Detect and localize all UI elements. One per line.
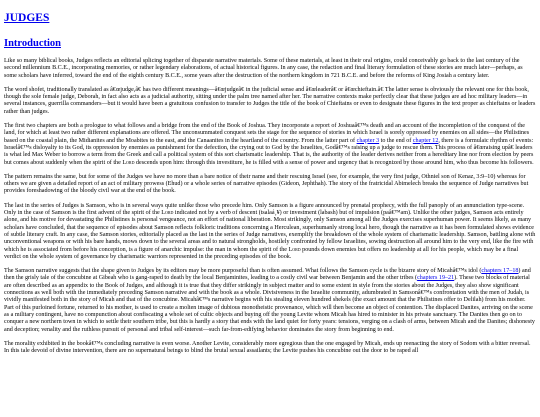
chapters-19-21-link[interactable]: chapters 19–21 bbox=[417, 275, 455, 282]
paragraph-2: The word shofet, traditionally translated as â€œjudge,â€ has two different meanings—â€œjudgeâ€ in the judicial sense and â€œleaderâ€ or â€œchieftain.â€ The latter sense is obviously the relevant one for this book, though the sole female judge, Deborah, in fact also acts as a judicial authority, sitting under the palm tree named after her. The narrative contexts make perfectly clear that these judges are ad hoc military leaders—in several instances, guerrilla commanders—but it would have been a gratuitous confusion to transfer to Judges the title of the book of Chieftains or even to designate these figures in the text proper as chieftains or leaders rather than judges. bbox=[4, 86, 536, 115]
introduction-link[interactable]: Introduction bbox=[4, 38, 61, 49]
lord-smallcaps: Lord bbox=[161, 210, 174, 217]
paragraph-4: The pattern remains the same, but for some of the Judges we have no more than a bare notice of their name and their rescuing Israel (see, for example, the very first judge, Othniel son of Kenaz, 3:9–10) whereas for others we are given a detailed report of an act of military prowess (Ehud) or a whole series of narrative episodes (Gideon, Jephthah). The story of the fratricidal Abimelech breaks the sequence of Judge narratives but provides foreshadowing of the bloody civil war at the end of the book. bbox=[4, 173, 529, 195]
paragraph-7: The morality exhibited in the bookâ€™s concluding narrative is even worse. Another Levite, considerably more egregious than the one engaged by Micah, ends up reenacting the story of Sodom with a bitter reversal. In this tale devoid of divine intervention, there are no supernatural beings to blind the brutal sexual assailants; the Levite pushes his concubine out the door to be raped all bbox=[4, 340, 531, 355]
page-title bbox=[4, 12, 536, 24]
title-link[interactable]: JUDGES bbox=[4, 12, 50, 24]
paragraph-3-text-b: to the end of bbox=[379, 137, 413, 144]
paragraph-3-text-a: The first two chapters are both a prologue to what follows and a bridge from the end of the Book of Joshua. They incorporate a report of Joshuaâ€™s death and an account of the incompletion of the conquest of the land, for which at least two rather different explanations are offered. The unconsummated conquest sets the stage for the sequence of stories in which Israel is sorely oppressed by enemies on all sides—the Philistines based on the coastal plain, the Midianites and the Moabites to the east, and the Canaanites in the heartland of the country. From the latter part of bbox=[4, 123, 530, 144]
paragraph-1: Like so many biblical books, Judges reflects an editorial splicing together of disparate narrative materials. Some of these materials, at least in their oral origins, could conceivably go back to the last century of the second millennium B.C.E., incorporating memories, or rather legendary elaborations, of actual historical figures. In any case, the redaction and final literary formulation of these stories are much later—perhaps, as some scholars have inferred, toward the end of the eighth century B.C.E., some years after the destruction of the northern kingdom in 721 B.C.E. and before the reforms of King Josiah a century later. bbox=[4, 58, 523, 79]
paragraph-5-text-a: The last in the series of Judges is Samson, who is in several ways quite unlike those who precede him. Only Samson is a figure announced by prenatal prophecy, with the full panoply of an annunciation type-scene. Only in the case of Samson is the first advent of the spirit of the bbox=[4, 202, 525, 217]
paragraph-3-text-d: descends upon him: through this investiture, he is filled with a sense of power and urgency that is recognized by those around him, who thus become his followers. bbox=[134, 159, 534, 166]
paragraph-5 bbox=[4, 203, 536, 261]
document-page bbox=[0, 12, 540, 355]
chapter-12-link[interactable]: chapter 12 bbox=[412, 137, 439, 144]
paragraph-3 bbox=[4, 123, 536, 167]
lord-smallcaps: Lord bbox=[122, 159, 135, 166]
paragraph-6-text-a: The Samson narrative suggests that the shape given to Judges by its editors may be more purposeful than is often assumed. What follows the Samson cycle is the bizarre story of Micahâ€™s idol ( bbox=[4, 268, 482, 275]
paragraph-5-text-c: pounds down enemies but offers no leadership at all for his people, which may be a final verdict on the whole system of governance by charismatic warriors represented in the preceding episodes of the book. bbox=[4, 246, 519, 260]
chapter-3-link[interactable]: chapter 3 bbox=[356, 137, 380, 144]
section-heading bbox=[4, 38, 536, 49]
chapters-17-18-link[interactable]: chapters 17–18 bbox=[481, 268, 519, 275]
paragraph-6-text-c: ). These two blocks of material are often described as an appendix to the Book of Judges, and although it is true that they differ strikingly in subject matter and to some extent in style from the stories about the Judges, they also show significant connections as well both with the immediately preceding Samson narrative and with the book as a whole. Divisiveness in the Israelite community, adumbrated in Samsonâ€™s confrontation with the men of Judah, is vividly manifested both in the story of Micah and that of the concubine. Micahâ€™s narrative begins with his stealing eleven hundred shekels (the exact amount that the Philistines offer to Delilah) from his mother. Part of this purloined fortune, returned to his mother, is used to create a molten image of dubious monotheistic provenance, which will then become an object of contention. The displaced Danites, arriving on the scene as a military contingent, have no compunction about confiscating a whole set of cultic objects and buying off the young Levite whom Micah has hired to minister in his private sanctuary. The Danites then go on to conquer a new northern town in which to settle their southern tribe, but this is hardly a story that ends with the land quiet for forty years: tensions, verging on a clash of arms, between Micah and the Danites; dishonesty and deception; venality and the ruthless pursuit of personal and tribal self-interest—such far-from-edifying behavior dominates the story from beginning to end. bbox=[4, 275, 535, 333]
lord-smallcaps: Lord bbox=[288, 246, 301, 253]
paragraph-6 bbox=[4, 268, 536, 334]
paragraph-5-text-b: indicated not by a verb of descent (tsalaá¸¥) or investment (labash) but of impulsion (paâ€™am). Unlike the other judges, Samson acts entirely alone, and his motive for devastating the Philistines is personal vengeance, not an effort of national liberation. Most strikingly, only Samson among all the Judges exercises superhuman power. It seems likely, as many scholars have concluded, that the sequence of episodes about Samson reflects folkloric traditions concerning a Herculean, superhumanly strong local hero, though the narrative as it has been formulated shows evidence of subtle literary craft. In any case, the Samson stories, editorially placed as the last in the series of Judge narratives, exemplify the breakdown of the whole system of charismatic leadership. Samson, battling alone with unconventional weapons or with his bare hands, mows down to the several areas and to natural strongholds, hostilely confronted by fellow Israelites, sowing destruction all around him to the very end, like the fire with which he is associated from before his conception, is a figure of anarchic impulse: the man in whom the spirit of the bbox=[4, 210, 536, 253]
paragraph-6-text-b: ) and then the grisly tale of the concubine at Gibeah who is gang-raped to death by the local Benjaminites, leading to a costly civil war between Benjamin and the other tribes ( bbox=[4, 268, 531, 282]
paragraph-3-text-c: , there is a formulaic rhythm of events: Israelâ€™s disloyalty to its God, its oppression by enemies as punishment for the defection, the crying out to God by the Israelites, Godâ€™s raising up a judge to rescue them. This process of â€œraising upâ€ leaders is what led Max Weber to borrow a term from the Greek and call a political system of this sort charismatic leadership. That is, the authority of the leader derives neither from a hereditary line nor from election by peers but comes about suddenly when the spirit of the bbox=[4, 137, 534, 166]
